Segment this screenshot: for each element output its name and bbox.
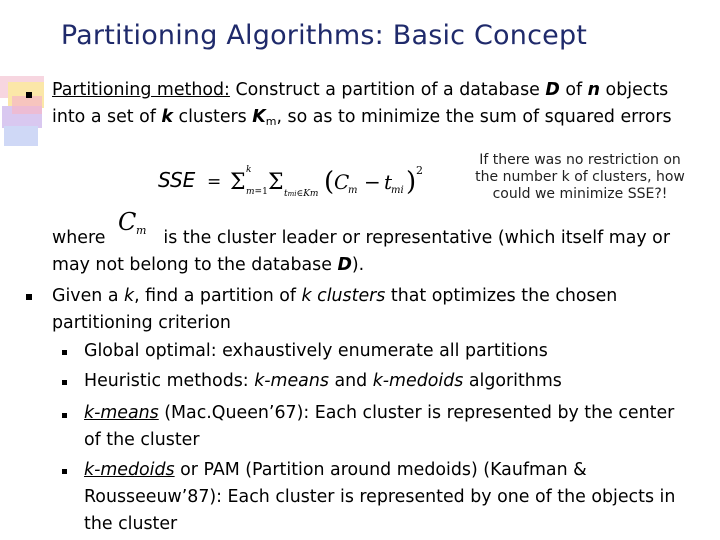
restriction-note: If there was no restriction on the number k of clusters, how could we minimize SSE?! [475, 152, 685, 202]
slide-title: Partitioning Algorithms: Basic Concept [60, 20, 588, 51]
sub-bullet-square [62, 380, 67, 385]
sub-bullet-square [62, 350, 67, 355]
decorative-color-blocks [0, 72, 48, 152]
svg-text:m=1: m=1 [246, 187, 268, 197]
sse-formula [228, 158, 464, 202]
cluster-leader-symbol [116, 204, 160, 238]
sub-bullet-kmeans: k-means (Mac.Queen’67): Each cluster is represented by the center of the cluster [84, 403, 675, 450]
svg-text:mi: mi [391, 185, 404, 196]
sub-bullet-square [62, 469, 67, 474]
svg-text:−: − [364, 170, 381, 194]
bullet-square [26, 92, 32, 98]
sub-bullet-global-optimal: Global optimal: exhaustively enumerate all partitions [84, 341, 548, 361]
svg-text:(: ( [324, 167, 335, 197]
svg-text:t: t [384, 170, 393, 194]
svg-text:m: m [136, 224, 147, 237]
svg-text:C: C [334, 170, 350, 194]
svg-text:m: m [348, 185, 358, 196]
svg-text:Σ: Σ [268, 170, 284, 195]
bullet-square [26, 294, 32, 300]
bullet-partitioning-method: Partitioning method: Construct a partition of a database D of n objects into a set of k clusters $K_m$, so as to minimize the sum of squared errors [52, 80, 672, 128]
sub-bullet-kmedoids: k-medoids or PAM (Partition around medoids) (Kaufman & Rousseeuw’87): Each cluster is represented by one of the objects in the cluster [84, 460, 676, 534]
svg-text:C: C [118, 208, 137, 236]
equals-sign: = [207, 172, 222, 192]
method-label: Partitioning method: [52, 80, 230, 100]
svg-text:k: k [246, 165, 252, 175]
svg-text:tmi∈Km: tmi∈Km [284, 189, 319, 199]
svg-text:): ) [406, 167, 417, 197]
svg-text:Σ: Σ [230, 170, 246, 195]
sse-label: SSE [158, 168, 196, 192]
where-clause: where is the cluster leader or representative (which itself may or may not belong to the database D). [52, 228, 670, 275]
bullet-given-k: Given a k, find a partition of k clusters that optimizes the chosen partitioning criterion [52, 286, 618, 333]
sub-bullet-square [62, 413, 67, 418]
svg-text:2: 2 [416, 164, 423, 177]
sub-bullet-heuristic: Heuristic methods: k-means and k-medoids algorithms [84, 371, 562, 391]
